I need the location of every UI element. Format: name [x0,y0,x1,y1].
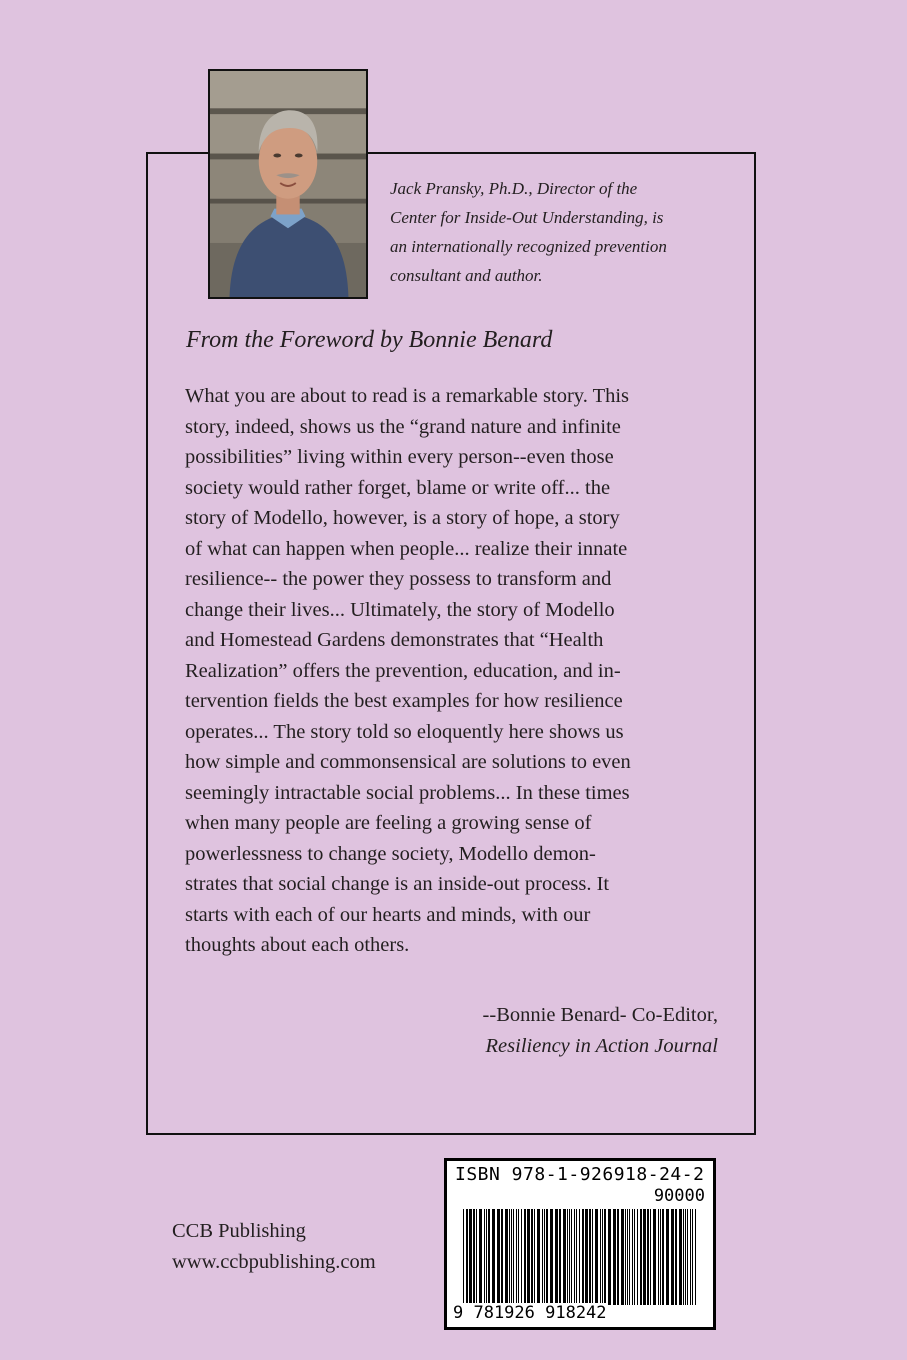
foreword-line: thoughts about each others. [185,934,410,956]
author-bio-line: consultant and author. [390,266,543,285]
barcode-bar [675,1209,677,1305]
author-bio-line: an internationally recognized prevention [390,237,667,256]
barcode-bar [621,1209,624,1305]
author-photo [208,69,368,299]
publisher-block [172,1216,376,1278]
attribution-name: --Bonnie Benard- Co-Editor, [482,1004,718,1026]
barcode-bar [516,1209,517,1305]
barcode-bar [567,1209,568,1305]
barcode-bar [579,1209,580,1305]
barcode-bar [524,1209,526,1305]
ean-digits: 9 781926 918242 [453,1303,607,1323]
barcode-bar [521,1209,522,1305]
foreword-line: story of Modello, however, is a story of hope, a story [185,507,620,529]
barcode-bar [666,1209,669,1305]
foreword-line: Realization” offers the prevention, education, and in- [185,659,621,682]
barcode-bar [592,1209,593,1305]
barcode-bar [531,1209,533,1305]
barcode-bar [643,1209,646,1305]
barcode-bar [550,1209,553,1305]
barcode-bar [600,1209,601,1305]
foreword-line: tervention fields the best examples for how resilience [185,690,623,712]
barcode-bar [473,1209,475,1305]
barcode-bar [469,1209,472,1305]
barcode-bar [585,1209,588,1305]
barcode-bar [687,1209,688,1305]
barcode-bars [463,1209,703,1309]
barcode-bar [466,1209,468,1305]
foreword-line: when many people are feeling a growing sense of [185,812,592,834]
barcode-bar [479,1209,482,1305]
barcode-bar [576,1209,577,1305]
author-bio-line: Center for Inside-Out Understanding, is [390,208,664,227]
barcode-bar [650,1209,651,1305]
barcode-bar [486,1209,487,1305]
barcode-bar [617,1209,619,1305]
barcode-bar [497,1209,500,1305]
isbn-label: ISBN 978-1-926918-24-2 [455,1164,705,1185]
barcode-bar [679,1209,682,1305]
foreword-line: and Homestead Gardens demonstrates that “Health [185,629,604,651]
barcode-bar [544,1209,545,1305]
barcode-bar [484,1209,485,1305]
barcode-bar [563,1209,566,1305]
barcode-bar [671,1209,674,1305]
barcode-bar [505,1209,508,1305]
foreword-line: seemingly intractable social problems... In these times [185,781,630,804]
barcode-bar [555,1209,558,1305]
barcode-bar [571,1209,572,1305]
barcode-bar [627,1209,628,1305]
barcode-bar [582,1209,584,1305]
foreword-attribution [483,1000,718,1062]
barcode-bar [463,1209,464,1305]
barcode-bar [625,1209,626,1305]
barcode-bar [537,1209,540,1305]
barcode-bar [658,1209,659,1305]
foreword-line: change their lives... Ultimately, the story of Modello [185,598,615,621]
barcode-bar [509,1209,510,1305]
publisher-url: www.ccbpublishing.com [172,1251,376,1273]
publisher-name: CCB Publishing [172,1220,306,1242]
barcode-bar [662,1209,664,1305]
attribution-journal: Resiliency in Action Journal [485,1035,718,1057]
foreword-line: What you are about to read is a remarkable story. This [185,385,630,407]
barcode-bar [695,1209,696,1305]
barcode-bar [559,1209,561,1305]
foreword-line: possibilities” living within every person--even those [185,446,614,468]
barcode-bar [604,1209,606,1305]
foreword-line: of what can happen when people... realize their innate [185,537,628,560]
barcode-bar [660,1209,661,1305]
barcode-bar [488,1209,490,1305]
barcode-bar [476,1209,477,1305]
barcode-bar [574,1209,575,1305]
barcode-bar [647,1209,649,1305]
barcode-bar [602,1209,603,1305]
barcode-bar [527,1209,530,1305]
barcode-bar [501,1209,503,1305]
barcode-bar [518,1209,519,1305]
foreword-line: story, indeed, shows us the “grand nature and infinite [185,415,621,438]
barcode-bar [534,1209,535,1305]
foreword-line: powerlessness to change society, Modello demon- [185,842,596,865]
foreword-body [185,381,725,961]
barcode-bar [589,1209,591,1305]
barcode-bar [690,1209,691,1305]
barcode-bar [613,1209,616,1305]
foreword-line: resilience-- the power they possess to transform and [185,568,612,590]
barcode-bar [692,1209,693,1305]
barcode-bar [653,1209,656,1305]
barcode-bar [511,1209,512,1305]
barcode-bar [683,1209,684,1305]
barcode-bar [640,1209,642,1305]
foreword-line: society would rather forget, blame or write off... the [185,476,611,499]
barcode-bar [492,1209,495,1305]
author-bio-line: Jack Pransky, Ph.D., Director of the [390,179,638,198]
barcode-bar [569,1209,570,1305]
barcode-bar [629,1209,630,1305]
barcode-bar [608,1209,611,1305]
foreword-line: how simple and commonsensical are solutions to even [185,751,631,773]
isbn-barcode [444,1158,716,1330]
barcode-bar [685,1209,686,1305]
foreword-line: starts with each of our hearts and minds, with our [185,903,591,926]
foreword-line: strates that social change is an inside-out process. It [185,873,610,895]
barcode-bar [542,1209,543,1305]
barcode-bar [632,1209,633,1305]
price-code: 90000 [653,1186,705,1206]
author-bio [390,174,720,290]
foreword-line: operates... The story told so eloquently here shows us [185,720,624,743]
barcode-bar [634,1209,635,1305]
barcode-bar [637,1209,638,1305]
barcode-bar [595,1209,598,1305]
barcode-bar [513,1209,514,1305]
barcode-bar [546,1209,548,1305]
foreword-heading: From the Foreword by Bonnie Benard [186,327,553,353]
